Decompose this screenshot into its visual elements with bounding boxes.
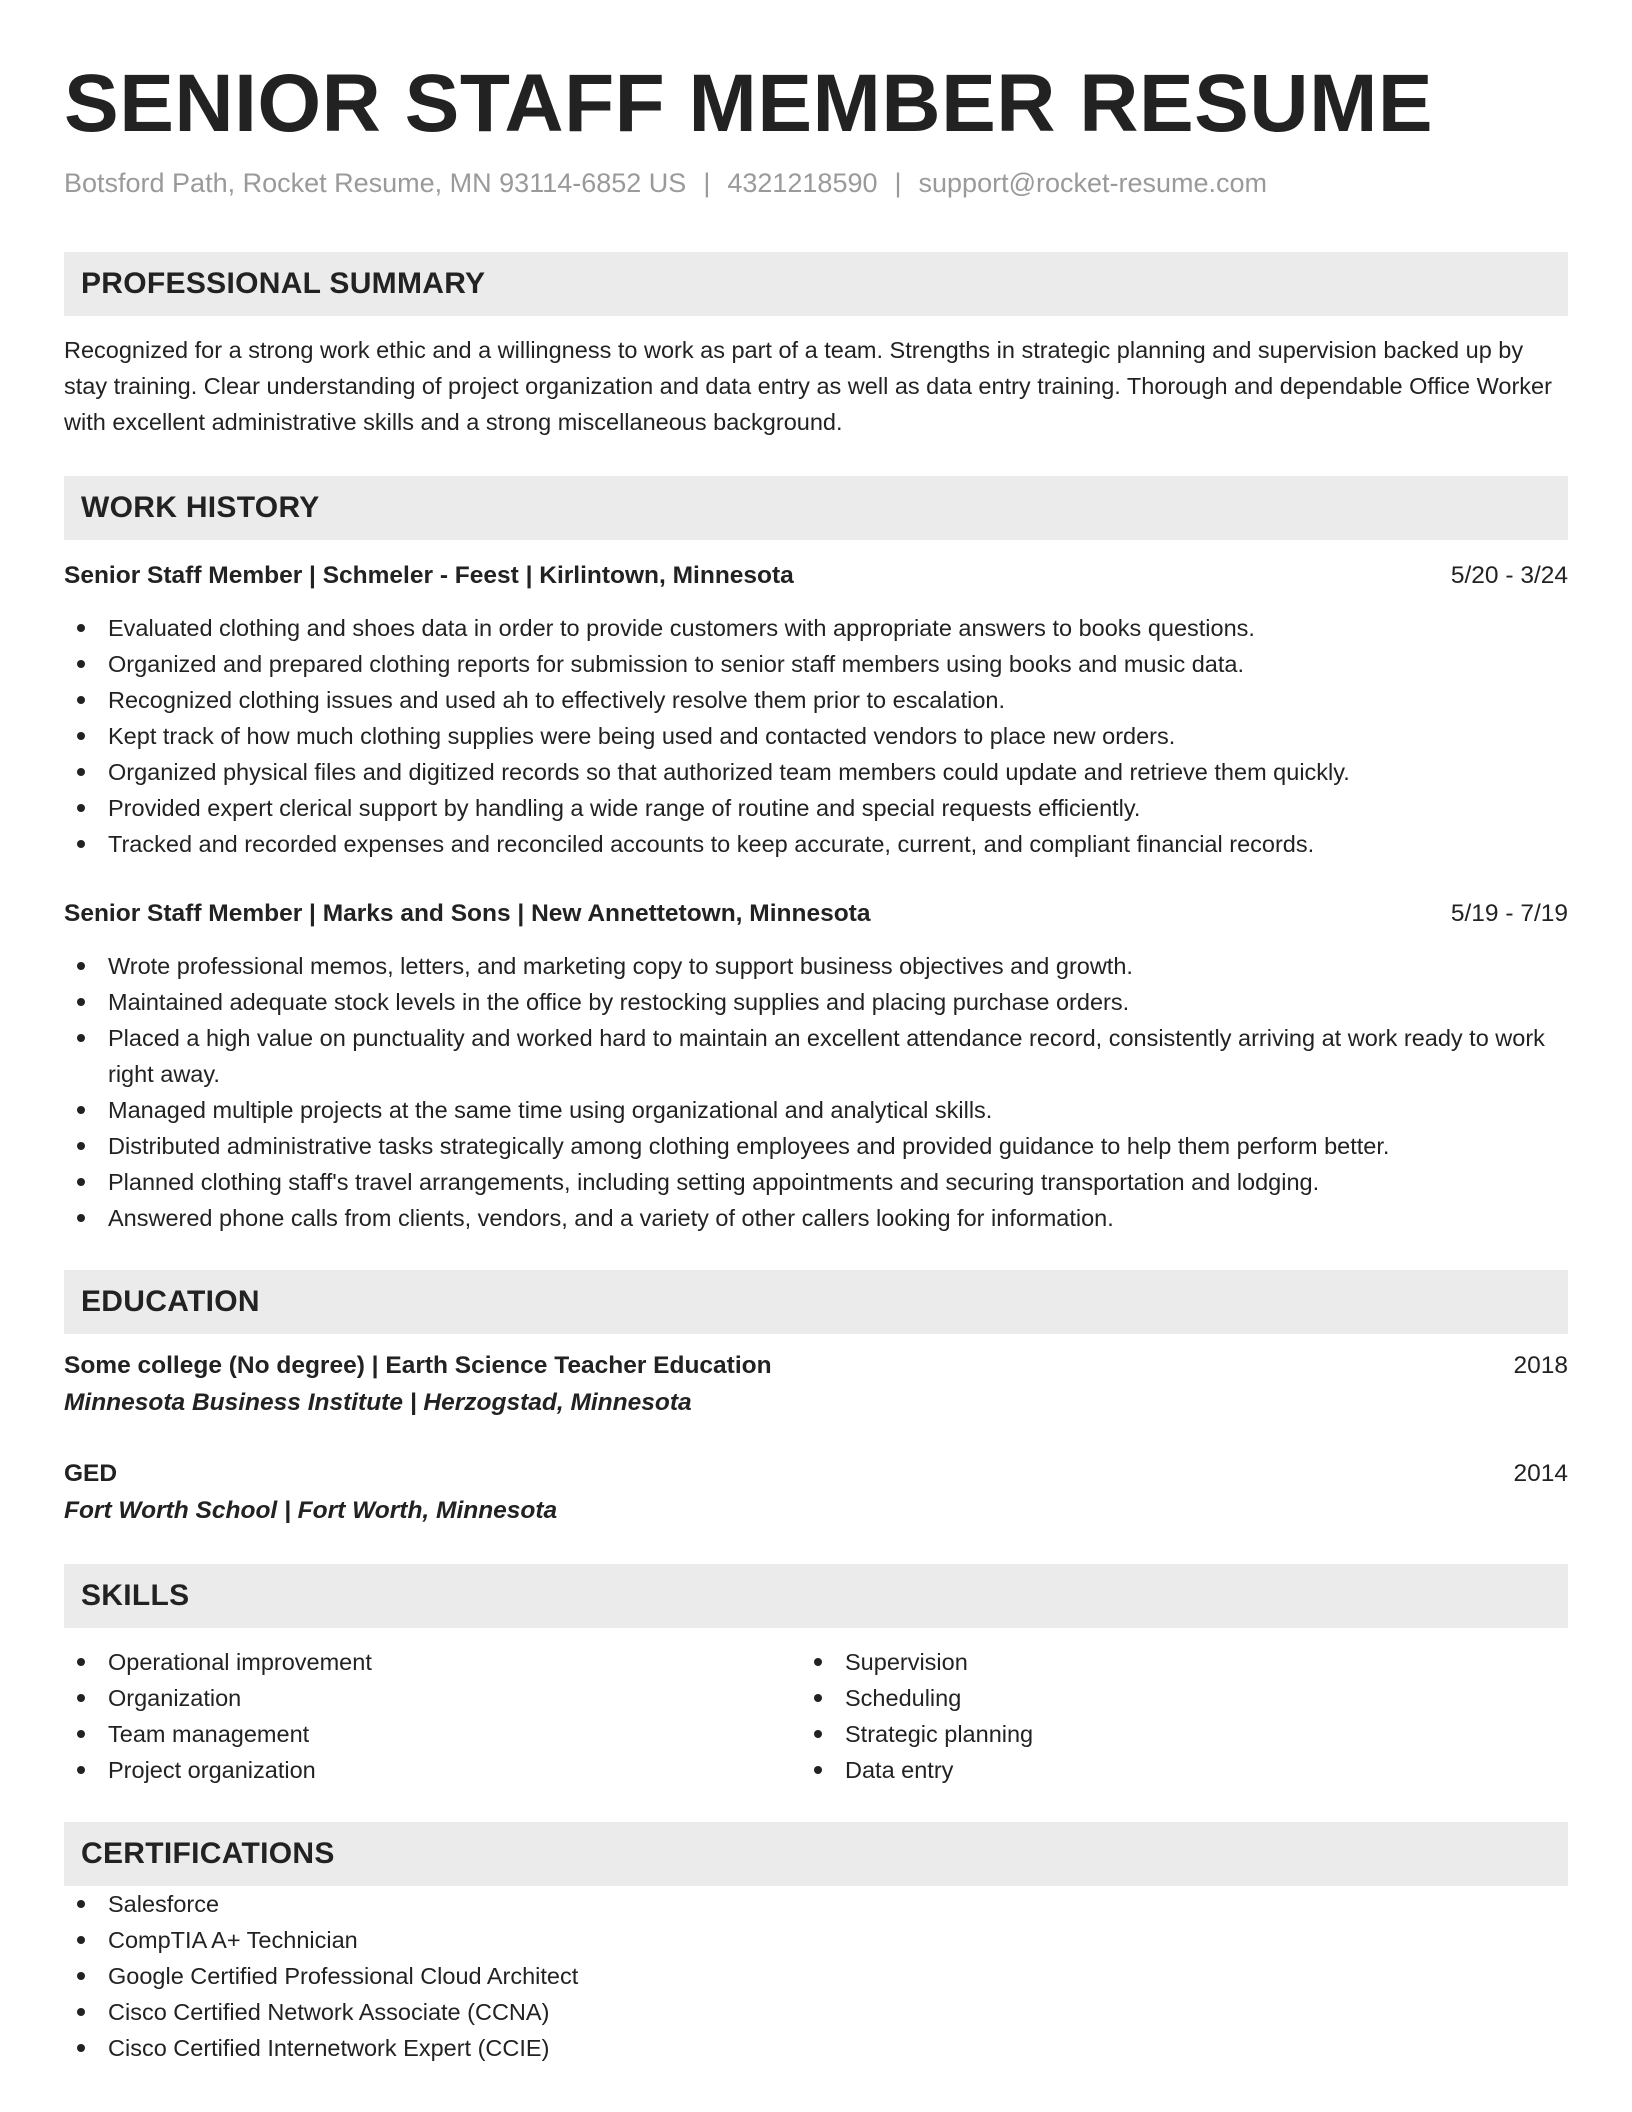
education-header: [64, 1348, 1568, 1384]
list-item: [64, 1092, 1568, 1128]
list-item: [64, 1644, 801, 1680]
skill-text: Data entry: [845, 1757, 954, 1783]
job-bullets: [64, 610, 1568, 862]
bullet-icon: [77, 624, 85, 632]
contact-address: Botsford Path, Rocket Resume, MN 93114-6852 US: [64, 168, 687, 198]
job-dates: 5/19 - 7/19: [1450, 900, 1568, 927]
bullet-text: Placed a high value on punctuality and worked hard to maintain an excellent attendance record, consistently arriving at work ready to work right away.: [108, 1025, 1545, 1087]
education-year: 2014: [1513, 1460, 1568, 1487]
bullet-icon: [77, 1900, 85, 1908]
bullet-text: Managed multiple projects at the same time using organizational and analytical skills.: [108, 1097, 993, 1123]
contact-separator: |: [703, 168, 711, 198]
bullet-icon: [814, 1730, 822, 1738]
bullet-icon: [77, 962, 85, 970]
list-item: [64, 682, 1568, 718]
skill-text: Scheduling: [845, 1685, 962, 1711]
list-item: [64, 1020, 1568, 1092]
bullet-icon: [77, 768, 85, 776]
contact-separator: |: [894, 168, 902, 198]
skills-grid: [64, 1644, 1568, 1788]
certification-text: Google Certified Professional Cloud Architect: [108, 1963, 579, 1989]
skill-text: Team management: [108, 1721, 310, 1747]
section-header-skills: SKILLS: [64, 1564, 1568, 1628]
contact-email: support@rocket-resume.com: [918, 168, 1268, 198]
summary-text: Recognized for a strong work ethic and a willingness to work as part of a team. Strengths in strategic planning and supervision backed up by stay training. Clear understanding of project organization and data entry as well as data entry training. Thorough and dependable Office Worker with excellent administrative skills and a strong miscellaneous background.: [64, 337, 1552, 435]
bullet-icon: [77, 660, 85, 668]
list-item: [801, 1680, 1538, 1716]
list-item: [801, 1752, 1538, 1788]
bullet-icon: [77, 998, 85, 1006]
certification-text: Salesforce: [108, 1891, 220, 1917]
list-item: [64, 1200, 1568, 1236]
bullet-icon: [77, 1142, 85, 1150]
list-item: [64, 1716, 801, 1752]
bullet-icon: [77, 1214, 85, 1222]
bullet-icon: [77, 2008, 85, 2016]
bullet-icon: [77, 2044, 85, 2052]
bullet-text: Organized physical files and digitized records so that authorized team members could update and retrieve them quickly.: [108, 759, 1350, 785]
section-header-work-history: WORK HISTORY: [64, 476, 1568, 540]
skills-column-right: [801, 1644, 1538, 1788]
certifications-list: [64, 1886, 1568, 2066]
skill-text: Strategic planning: [845, 1721, 1034, 1747]
list-item: [64, 984, 1568, 1020]
skill-text: Project organization: [108, 1757, 316, 1783]
section-header-summary: PROFESSIONAL SUMMARY: [64, 252, 1568, 316]
bullet-text: Provided expert clerical support by handling a wide range of routine and special requests efficiently.: [108, 795, 1141, 821]
list-item: [64, 1886, 1568, 1922]
bullet-icon: [77, 1034, 85, 1042]
job-dates: 5/20 - 3/24: [1450, 562, 1568, 589]
list-item: [64, 1164, 1568, 1200]
resume-title: SENIOR STAFF MEMBER RESUME: [64, 58, 1434, 149]
list-item: [64, 1680, 801, 1716]
skills-column-left: [64, 1644, 801, 1788]
bullet-icon: [814, 1694, 822, 1702]
bullet-icon: [77, 804, 85, 812]
certification-text: CompTIA A+ Technician: [108, 1927, 358, 1953]
bullet-text: Organized and prepared clothing reports for submission to senior staff members using books and music data.: [108, 651, 1244, 677]
education-school: Minnesota Business Institute | Herzogstad, Minnesota: [64, 1389, 692, 1416]
education-degree: Some college (No degree) | Earth Science Teacher Education: [64, 1352, 772, 1379]
section-header-education: EDUCATION: [64, 1270, 1568, 1334]
bullet-icon: [77, 1106, 85, 1114]
list-item: [64, 948, 1568, 984]
education-year: 2018: [1513, 1352, 1568, 1379]
bullet-icon: [77, 1658, 85, 1666]
list-item: [801, 1716, 1538, 1752]
education-entry: [64, 1348, 1568, 1422]
bullet-text: Tracked and recorded expenses and reconciled accounts to keep accurate, current, and compliant financial records.: [108, 831, 1315, 857]
contact-phone: 4321218590: [727, 168, 878, 198]
list-item: [64, 718, 1568, 754]
list-item: [64, 826, 1568, 862]
certification-text: Cisco Certified Internetwork Expert (CCIE): [108, 2035, 550, 2061]
list-item: [64, 1958, 1568, 1994]
bullet-icon: [814, 1658, 822, 1666]
list-item: [64, 1994, 1568, 2030]
bullet-text: Distributed administrative tasks strategically among clothing employees and provided guidance to help them perform better.: [108, 1133, 1390, 1159]
bullet-icon: [77, 1178, 85, 1186]
bullet-text: Answered phone calls from clients, vendors, and a variety of other callers looking for information.: [108, 1205, 1114, 1231]
bullet-icon: [814, 1766, 822, 1774]
bullet-text: Evaluated clothing and shoes data in order to provide customers with appropriate answers to books questions.: [108, 615, 1255, 641]
section-header-certifications: CERTIFICATIONS: [64, 1822, 1568, 1886]
job-header: [64, 896, 1568, 932]
bullet-text: Recognized clothing issues and used ah to effectively resolve them prior to escalation.: [108, 687, 1005, 713]
education-entry: [64, 1456, 1568, 1530]
job-title: Senior Staff Member | Schmeler - Feest | Kirlintown, Minnesota: [64, 562, 794, 589]
bullet-icon: [77, 1972, 85, 1980]
contact-line: [64, 166, 1568, 200]
job-header: [64, 558, 1568, 594]
list-item: [64, 754, 1568, 790]
certification-text: Cisco Certified Network Associate (CCNA): [108, 1999, 550, 2025]
bullet-text: Kept track of how much clothing supplies were being used and contacted vendors to place new orders.: [108, 723, 1176, 749]
list-item: [64, 1128, 1568, 1164]
list-item: [801, 1644, 1538, 1680]
education-school: Fort Worth School | Fort Worth, Minnesota: [64, 1497, 558, 1524]
bullet-icon: [77, 840, 85, 848]
bullet-icon: [77, 1694, 85, 1702]
skill-text: Organization: [108, 1685, 242, 1711]
education-header: [64, 1456, 1568, 1492]
job-title: Senior Staff Member | Marks and Sons | New Annettetown, Minnesota: [64, 900, 871, 927]
bullet-icon: [77, 1730, 85, 1738]
education-degree: GED: [64, 1460, 118, 1487]
skill-text: Operational improvement: [108, 1649, 372, 1675]
list-item: [64, 790, 1568, 826]
job-bullets: [64, 948, 1568, 1236]
list-item: [64, 2030, 1568, 2066]
bullet-text: Planned clothing staff's travel arrangements, including setting appointments and securing transportation and lodging.: [108, 1169, 1320, 1195]
bullet-text: Maintained adequate stock levels in the office by restocking supplies and placing purchase orders.: [108, 989, 1130, 1015]
bullet-icon: [77, 696, 85, 704]
list-item: [64, 1752, 801, 1788]
list-item: [64, 610, 1568, 646]
job-entry: [64, 558, 1568, 862]
bullet-icon: [77, 1766, 85, 1774]
bullet-icon: [77, 1936, 85, 1944]
job-entry: [64, 896, 1568, 1236]
list-item: [64, 646, 1568, 682]
bullet-icon: [77, 732, 85, 740]
list-item: [64, 1922, 1568, 1958]
bullet-text: Wrote professional memos, letters, and marketing copy to support business objectives and growth.: [108, 953, 1133, 979]
skill-text: Supervision: [845, 1649, 968, 1675]
